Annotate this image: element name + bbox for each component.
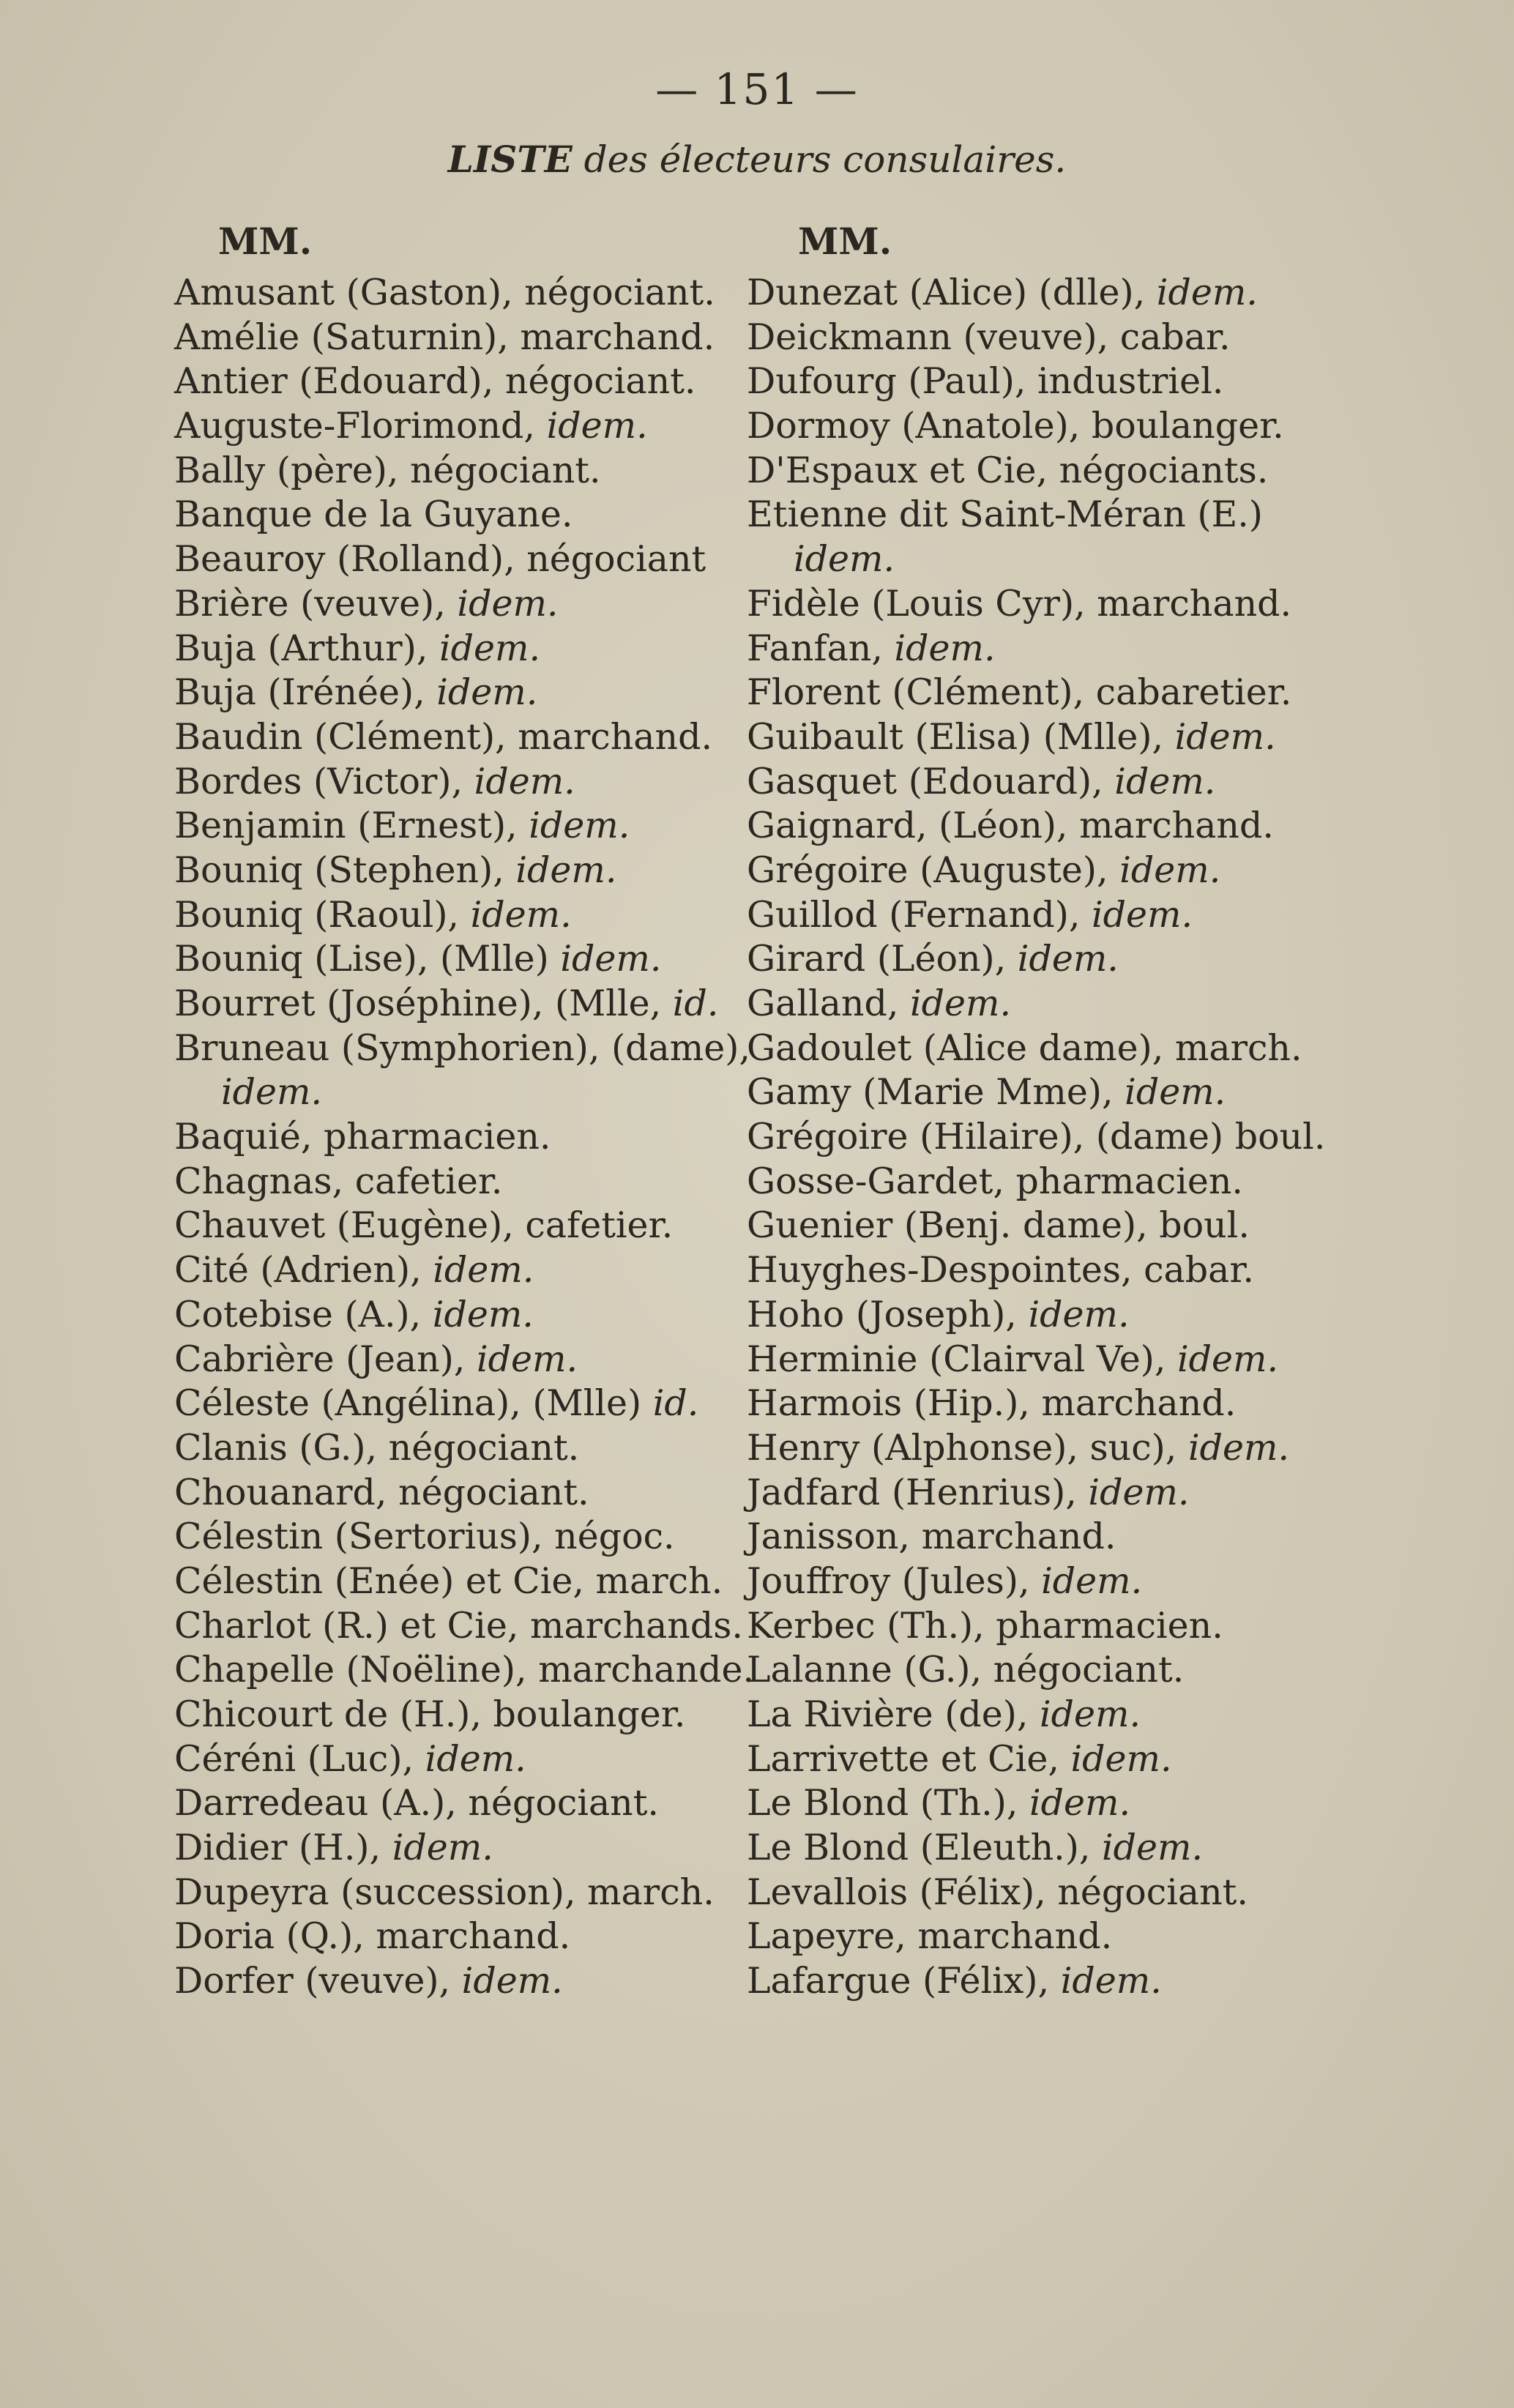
- elector-name: Bally (père), négociant.: [174, 449, 601, 491]
- elector-entry: [747, 1248, 1347, 1293]
- elector-entry: [747, 1293, 1347, 1338]
- elector-name: Dufourg (Paul), industriel.: [747, 360, 1224, 403]
- elector-name: Jadfard (Henrius),: [747, 1471, 1089, 1513]
- left-column-header: MM.: [218, 220, 313, 263]
- elector-name: Dunezat (Alice) (dlle),: [747, 272, 1157, 313]
- list-title-rest: des électeurs consulaires.: [572, 138, 1067, 181]
- elector-entry: [747, 1204, 1347, 1248]
- elector-idem: id.: [652, 1382, 699, 1425]
- elector-name: Chapelle (Noëline), marchande.: [174, 1649, 755, 1691]
- elector-idem: idem.: [1028, 1293, 1130, 1335]
- elector-idem: idem.: [1040, 1693, 1141, 1735]
- elector-entry: [174, 1737, 745, 1782]
- elector-name: Florent (Clément), cabaretier.: [747, 671, 1292, 714]
- elector-idem: idem.: [560, 938, 662, 980]
- elector-idem: idem.: [470, 893, 572, 936]
- elector-name: Guenier (Benj. dame), boul.: [747, 1204, 1250, 1247]
- elector-idem: idem.: [439, 627, 541, 669]
- elector-idem: idem.: [1114, 760, 1216, 802]
- elector-entry: [174, 1915, 745, 1959]
- elector-name: Fidèle (Louis Cyr), marchand.: [747, 582, 1292, 625]
- elector-entry: [747, 1871, 1347, 1915]
- elector-entry: [747, 1559, 1347, 1604]
- elector-entry: [174, 849, 745, 893]
- elector-name: Kerbec (Th.), pharmacien.: [747, 1604, 1223, 1647]
- elector-entry: [747, 1737, 1347, 1782]
- elector-name: Chicourt de (H.), boulanger.: [174, 1693, 686, 1735]
- elector-name: Gosse-Gardet, pharmacien.: [747, 1160, 1243, 1202]
- elector-entry: [174, 760, 745, 805]
- elector-name: Guillod (Fernand),: [747, 893, 1092, 936]
- elector-entry: [747, 582, 1347, 627]
- elector-entry: [747, 1426, 1347, 1471]
- elector-name: Levallois (Félix), négociant.: [747, 1871, 1248, 1913]
- right-column-header: MM.: [798, 220, 892, 263]
- list-title: [0, 138, 1514, 181]
- elector-entry: [174, 1515, 745, 1559]
- elector-name: Bourret (Joséphine), (Mlle,: [174, 983, 673, 1024]
- elector-entry: [174, 271, 745, 316]
- elector-idem: idem.: [910, 983, 1012, 1024]
- left-column: [174, 212, 755, 2004]
- elector-name: Chouanard, négociant.: [174, 1471, 589, 1513]
- elector-name: Bouniq (Stephen),: [174, 849, 516, 891]
- elector-entry: [747, 715, 1347, 760]
- elector-entry: [747, 1382, 1347, 1426]
- elector-idem: idem.: [1088, 1471, 1190, 1513]
- elector-entry: [174, 1693, 745, 1737]
- elector-name: Girard (Léon),: [747, 938, 1018, 980]
- elector-entry: [747, 1781, 1347, 1826]
- elector-idem: id.: [672, 983, 719, 1024]
- elector-name: Larrivette et Cie,: [747, 1737, 1071, 1780]
- elector-entry: [747, 1471, 1347, 1516]
- elector-idem: idem.: [425, 1737, 526, 1780]
- elector-name: Buja (Arthur),: [174, 627, 439, 669]
- elector-name: Cabrière (Jean),: [174, 1338, 477, 1380]
- elector-idem: idem.: [1119, 849, 1221, 891]
- elector-name: Banque de la Guyane.: [174, 493, 573, 536]
- elector-name: Célestin (Enée) et Cie, march.: [174, 1559, 723, 1602]
- elector-entry: [174, 1604, 745, 1649]
- elector-entry: [747, 1915, 1347, 1959]
- elector-idem: idem.: [529, 805, 630, 847]
- elector-idem: idem.: [794, 538, 895, 581]
- elector-name: Janisson, marchand.: [747, 1516, 1116, 1558]
- elector-idem: idem.: [1091, 893, 1193, 936]
- elector-name: Baquié, pharmacien.: [174, 1116, 551, 1158]
- elector-idem: idem.: [1070, 1737, 1172, 1780]
- elector-entry: [747, 760, 1347, 805]
- elector-name: Céleste (Angélina), (Mlle): [174, 1382, 653, 1425]
- elector-entry: [174, 671, 745, 715]
- elector-entry: [174, 1204, 745, 1248]
- elector-idem: idem.: [476, 1338, 578, 1380]
- elector-entry: [174, 627, 745, 671]
- elector-name: Fanfan,: [747, 627, 895, 669]
- elector-entry: [174, 1826, 745, 1871]
- elector-entry: [747, 804, 1347, 849]
- elector-name: Brière (veuve),: [174, 582, 458, 625]
- elector-idem: idem.: [1125, 1071, 1226, 1114]
- elector-name: Cité (Adrien),: [174, 1249, 433, 1291]
- elector-entry: [747, 671, 1347, 715]
- elector-entry: [174, 715, 745, 760]
- elector-name: Galland,: [747, 983, 910, 1024]
- elector-entry: [747, 1693, 1347, 1737]
- elector-entry: [747, 1115, 1347, 1160]
- elector-name: Gasquet (Edouard),: [747, 760, 1115, 802]
- elector-entry: [174, 1293, 745, 1338]
- elector-name: Beauroy (Rolland), négociant: [174, 538, 706, 581]
- elector-name: Grégoire (Auguste),: [747, 849, 1120, 891]
- elector-name: La Rivière (de),: [747, 1693, 1040, 1735]
- elector-entry: [174, 1026, 750, 1071]
- elector-idem: idem.: [221, 1071, 323, 1114]
- elector-entry: [747, 316, 1347, 360]
- elector-entry: [174, 1871, 745, 1915]
- elector-name: Dormoy (Anatole), boulanger.: [747, 405, 1284, 447]
- elector-name: Hoho (Joseph),: [747, 1293, 1029, 1335]
- elector-name: Auguste-Florimond,: [174, 405, 547, 447]
- elector-name: Doria (Q.), marchand.: [174, 1915, 571, 1958]
- elector-entry: [174, 493, 745, 537]
- elector-entry: [747, 271, 1347, 316]
- elector-name: Henry (Alphonse), suc),: [747, 1426, 1188, 1469]
- elector-entry: [747, 1160, 1347, 1204]
- elector-name: Didier (H.),: [174, 1827, 392, 1869]
- elector-entry: [747, 537, 1347, 582]
- elector-entry: [747, 404, 1347, 449]
- elector-name: Baudin (Clément), marchand.: [174, 715, 713, 758]
- elector-name: Chauvet (Eugène), cafetier.: [174, 1204, 674, 1247]
- elector-entry: [174, 1648, 755, 1693]
- elector-idem: idem.: [515, 849, 617, 891]
- elector-entry: [174, 1115, 745, 1160]
- elector-idem: idem.: [894, 627, 996, 669]
- elector-idem: idem.: [1176, 1338, 1279, 1380]
- elector-name: Bouniq (Raoul),: [174, 893, 471, 936]
- elector-entry: [747, 1959, 1347, 2004]
- elector-name: Guibault (Elisa) (Mlle),: [747, 715, 1175, 758]
- elector-entry: [174, 1781, 745, 1826]
- elector-name: Chagnas, cafetier.: [174, 1160, 503, 1202]
- elector-entry: [174, 937, 745, 982]
- elector-entry: [747, 359, 1347, 404]
- elector-idem: idem.: [1187, 1426, 1290, 1469]
- elector-entry: [747, 893, 1347, 938]
- elector-name: Célestin (Sertorius), négoc.: [174, 1516, 675, 1558]
- elector-name: Gamy (Marie Mme),: [747, 1071, 1125, 1114]
- elector-entry: [747, 1338, 1347, 1382]
- elector-entry: [747, 1026, 1347, 1071]
- elector-name: Gaignard, (Léon), marchand.: [747, 805, 1274, 847]
- elector-name: Buja (Irénée),: [174, 671, 437, 714]
- elector-entry: [174, 404, 745, 449]
- elector-entry: [174, 449, 745, 493]
- elector-idem: idem.: [461, 1960, 563, 2002]
- elector-name: Huyghes-Despointes, cabar.: [747, 1249, 1254, 1291]
- elector-name: Bordes (Victor),: [174, 760, 474, 802]
- elector-name: Le Blond (Th.),: [747, 1782, 1029, 1824]
- elector-entry: [747, 627, 1347, 671]
- elector-entry: [747, 849, 1347, 893]
- elector-idem: idem.: [1017, 938, 1119, 980]
- elector-name: Charlot (R.) et Cie, marchands.: [174, 1604, 743, 1647]
- elector-name: Grégoire (Hilaire), (dame) boul.: [747, 1116, 1326, 1158]
- elector-entry: [747, 982, 1347, 1026]
- elector-idem: idem.: [432, 1293, 534, 1335]
- elector-entry: [174, 982, 745, 1026]
- elector-name: Dorfer (veuve),: [174, 1960, 462, 2002]
- elector-name: Jouffroy (Jules),: [747, 1559, 1042, 1602]
- elector-entry: [174, 1248, 745, 1293]
- elector-entry: [747, 937, 1347, 982]
- elector-name: Lalanne (G.), négociant.: [747, 1649, 1185, 1691]
- elector-name: Le Blond (Eleuth.),: [747, 1827, 1102, 1869]
- elector-idem: idem.: [436, 671, 538, 714]
- elector-name: Lapeyre, marchand.: [747, 1915, 1113, 1958]
- elector-name: Benjamin (Ernest),: [174, 805, 529, 847]
- elector-idem: idem.: [392, 1827, 493, 1869]
- elector-entry: [747, 493, 1347, 537]
- elector-name: Céréni (Luc),: [174, 1737, 425, 1780]
- elector-entry: [174, 1338, 745, 1382]
- elector-name: Clanis (G.), négociant.: [174, 1426, 580, 1469]
- elector-idem: idem.: [474, 760, 575, 802]
- elector-entry: [747, 1070, 1347, 1115]
- elector-entry: [174, 1559, 745, 1604]
- elector-entry: [174, 1426, 745, 1471]
- left-entry-list: [174, 271, 755, 2004]
- elector-name: Gadoulet (Alice dame), march.: [747, 1026, 1302, 1069]
- elector-name: Antier (Edouard), négociant.: [174, 360, 696, 403]
- elector-name: D'Espaux et Cie, négociants.: [747, 449, 1269, 491]
- elector-name: Lafargue (Félix),: [747, 1960, 1061, 2002]
- elector-entry: [174, 316, 745, 360]
- right-column: [747, 212, 1347, 2004]
- elector-name: Etienne dit Saint-Méran (E.): [747, 493, 1263, 536]
- elector-entry: [174, 537, 745, 582]
- elector-idem: idem.: [1041, 1559, 1143, 1602]
- elector-entry: [747, 1515, 1347, 1559]
- elector-idem: idem.: [1174, 715, 1276, 758]
- elector-entry: [174, 1382, 745, 1426]
- elector-idem: idem.: [433, 1249, 534, 1291]
- elector-name: Darredeau (A.), négociant.: [174, 1782, 659, 1824]
- elector-name: Harmois (Hip.), marchand.: [747, 1382, 1237, 1425]
- elector-idem: idem.: [457, 582, 559, 625]
- page-number: — 151 —: [655, 64, 859, 114]
- elector-entry: [747, 449, 1347, 493]
- elector-idem: idem.: [1029, 1782, 1131, 1824]
- elector-entry: [747, 1604, 1347, 1649]
- elector-entry: [174, 1959, 745, 2004]
- elector-name: Cotebise (A.),: [174, 1293, 433, 1335]
- elector-entry: [747, 1826, 1347, 1871]
- elector-idem: idem.: [1102, 1827, 1204, 1869]
- elector-name: Amélie (Saturnin), marchand.: [174, 316, 715, 358]
- elector-entry: [174, 582, 745, 627]
- elector-entry: [747, 1648, 1347, 1693]
- elector-name: Bruneau (Symphorien), (dame),: [174, 1026, 750, 1069]
- elector-entry: [174, 804, 745, 849]
- elector-idem: idem.: [546, 405, 648, 447]
- elector-name: Dupeyra (succession), march.: [174, 1871, 715, 1913]
- elector-idem: idem.: [1156, 272, 1258, 313]
- elector-entry: [174, 1160, 745, 1204]
- elector-name: Bouniq (Lise), (Mlle): [174, 938, 561, 980]
- elector-entry: [174, 893, 745, 938]
- elector-entry: [174, 1070, 745, 1115]
- elector-name: Herminie (Clairval Ve),: [747, 1338, 1177, 1380]
- list-title-strong: LISTE: [447, 138, 573, 181]
- elector-name: Amusant (Gaston), négociant.: [174, 272, 715, 313]
- elector-entry: [174, 359, 745, 404]
- elector-name: Deickmann (veuve), cabar.: [747, 316, 1231, 358]
- right-entry-list: [747, 271, 1347, 2004]
- elector-idem: idem.: [1060, 1960, 1162, 2002]
- elector-entry: [174, 1471, 745, 1516]
